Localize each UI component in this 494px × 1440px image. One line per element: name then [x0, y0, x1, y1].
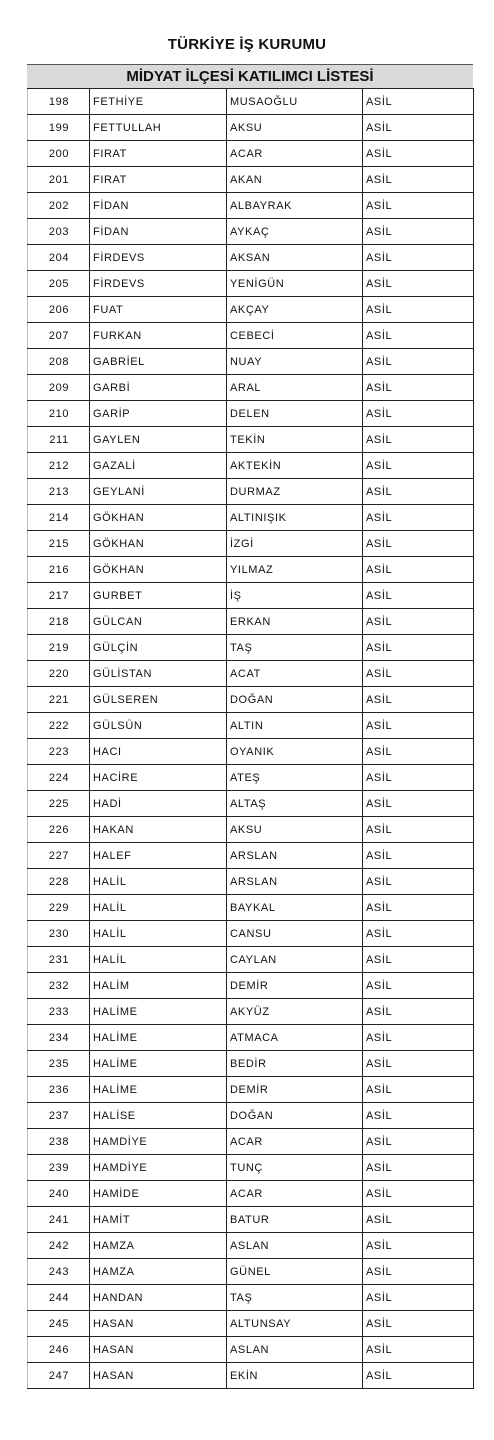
organization-title: TÜRKİYE İŞ KURUMU: [167, 36, 327, 53]
last-name-cell: ALTAŞ: [227, 791, 363, 817]
status-cell: ASİL: [363, 713, 474, 739]
first-name-cell: GAZALİ: [90, 453, 227, 479]
status-cell: ASİL: [363, 271, 474, 297]
first-name-cell: HALİME: [90, 1051, 227, 1077]
row-number-cell: 211: [28, 427, 90, 453]
row-number-cell: 227: [28, 843, 90, 869]
row-number-cell: 247: [28, 1363, 90, 1389]
status-cell: ASİL: [363, 1077, 474, 1103]
last-name-cell: ALTUNSAY: [227, 1311, 363, 1337]
table-row: [28, 843, 474, 869]
table-row: [28, 895, 474, 921]
row-number-cell: 244: [28, 1285, 90, 1311]
row-number-cell: 202: [28, 193, 90, 219]
row-number-cell: 233: [28, 999, 90, 1025]
last-name-cell: MUSAOĞLU: [227, 89, 363, 115]
last-name-cell: ACAT: [227, 661, 363, 687]
status-cell: ASİL: [363, 427, 474, 453]
status-cell: ASİL: [363, 245, 474, 271]
status-cell: ASİL: [363, 453, 474, 479]
status-cell: ASİL: [363, 1311, 474, 1337]
last-name-cell: ALTINIŞIK: [227, 505, 363, 531]
last-name-cell: AKSU: [227, 817, 363, 843]
table-row: [28, 817, 474, 843]
first-name-cell: HACI: [90, 739, 227, 765]
row-number-cell: 221: [28, 687, 90, 713]
status-cell: ASİL: [363, 167, 474, 193]
first-name-cell: GÜLÇİN: [90, 635, 227, 661]
status-cell: ASİL: [363, 531, 474, 557]
first-name-cell: HALİL: [90, 869, 227, 895]
first-name-cell: GÜLİSTAN: [90, 661, 227, 687]
table-row: [28, 193, 474, 219]
first-name-cell: GARİP: [90, 401, 227, 427]
table-row: [28, 609, 474, 635]
row-number-cell: 239: [28, 1155, 90, 1181]
status-cell: ASİL: [363, 219, 474, 245]
row-number-cell: 207: [28, 323, 90, 349]
last-name-cell: ALTIN: [227, 713, 363, 739]
last-name-cell: DEMİR: [227, 973, 363, 999]
participant-table: [27, 88, 474, 1389]
status-cell: ASİL: [363, 921, 474, 947]
first-name-cell: HACİRE: [90, 765, 227, 791]
last-name-cell: İZGİ: [227, 531, 363, 557]
table-row: [28, 1025, 474, 1051]
row-number-cell: 229: [28, 895, 90, 921]
status-cell: ASİL: [363, 635, 474, 661]
row-number-cell: 200: [28, 141, 90, 167]
table-row: [28, 349, 474, 375]
row-number-cell: 217: [28, 583, 90, 609]
status-cell: ASİL: [363, 947, 474, 973]
list-title-banner: MİDYAT İLÇESİ KATILIMCI LİSTESİ: [27, 64, 473, 88]
first-name-cell: GURBET: [90, 583, 227, 609]
table-row: [28, 999, 474, 1025]
table-row: [28, 1129, 474, 1155]
table-row: [28, 167, 474, 193]
last-name-cell: DEMİR: [227, 1077, 363, 1103]
table-row: [28, 219, 474, 245]
table-row: [28, 765, 474, 791]
first-name-cell: GÖKHAN: [90, 531, 227, 557]
first-name-cell: GÜLSÜN: [90, 713, 227, 739]
last-name-cell: BEDİR: [227, 1051, 363, 1077]
status-cell: ASİL: [363, 999, 474, 1025]
first-name-cell: FURKAN: [90, 323, 227, 349]
first-name-cell: GÖKHAN: [90, 505, 227, 531]
table-row: [28, 1103, 474, 1129]
table-row: [28, 869, 474, 895]
row-number-cell: 203: [28, 219, 90, 245]
table-row: [28, 1181, 474, 1207]
first-name-cell: GÜLCAN: [90, 609, 227, 635]
status-cell: ASİL: [363, 479, 474, 505]
first-name-cell: GARBİ: [90, 375, 227, 401]
table-row: [28, 401, 474, 427]
row-number-cell: 235: [28, 1051, 90, 1077]
row-number-cell: 228: [28, 869, 90, 895]
row-number-cell: 214: [28, 505, 90, 531]
table-row: [28, 921, 474, 947]
last-name-cell: ATEŞ: [227, 765, 363, 791]
first-name-cell: HAMDİYE: [90, 1155, 227, 1181]
first-name-cell: FİRDEVS: [90, 245, 227, 271]
last-name-cell: TUNÇ: [227, 1155, 363, 1181]
row-number-cell: 242: [28, 1233, 90, 1259]
status-cell: ASİL: [363, 1129, 474, 1155]
status-cell: ASİL: [363, 609, 474, 635]
table-row: [28, 505, 474, 531]
last-name-cell: BATUR: [227, 1207, 363, 1233]
status-cell: ASİL: [363, 401, 474, 427]
last-name-cell: ARSLAN: [227, 869, 363, 895]
last-name-cell: TAŞ: [227, 635, 363, 661]
table-row: [28, 557, 474, 583]
table-row: [28, 1207, 474, 1233]
status-cell: ASİL: [363, 869, 474, 895]
first-name-cell: GÜLSEREN: [90, 687, 227, 713]
last-name-cell: ASLAN: [227, 1233, 363, 1259]
status-cell: ASİL: [363, 193, 474, 219]
status-cell: ASİL: [363, 661, 474, 687]
row-number-cell: 234: [28, 1025, 90, 1051]
last-name-cell: ACAR: [227, 1129, 363, 1155]
status-cell: ASİL: [363, 817, 474, 843]
table-row: [28, 479, 474, 505]
last-name-cell: BAYKAL: [227, 895, 363, 921]
last-name-cell: ERKAN: [227, 609, 363, 635]
last-name-cell: AYKAÇ: [227, 219, 363, 245]
row-number-cell: 243: [28, 1259, 90, 1285]
status-cell: ASİL: [363, 375, 474, 401]
first-name-cell: GEYLANİ: [90, 479, 227, 505]
last-name-cell: AKYÜZ: [227, 999, 363, 1025]
row-number-cell: 237: [28, 1103, 90, 1129]
row-number-cell: 198: [28, 89, 90, 115]
table-row: [28, 791, 474, 817]
row-number-cell: 236: [28, 1077, 90, 1103]
last-name-cell: EKİN: [227, 1363, 363, 1389]
table-row: [28, 531, 474, 557]
status-cell: ASİL: [363, 505, 474, 531]
first-name-cell: FUAT: [90, 297, 227, 323]
row-number-cell: 222: [28, 713, 90, 739]
status-cell: ASİL: [363, 1051, 474, 1077]
first-name-cell: HASAN: [90, 1311, 227, 1337]
last-name-cell: AKÇAY: [227, 297, 363, 323]
last-name-cell: CAYLAN: [227, 947, 363, 973]
first-name-cell: HALİME: [90, 999, 227, 1025]
table-row: [28, 635, 474, 661]
table-row: [28, 739, 474, 765]
table-row: [28, 89, 474, 115]
last-name-cell: AKTEKİN: [227, 453, 363, 479]
status-cell: ASİL: [363, 791, 474, 817]
last-name-cell: ATMACA: [227, 1025, 363, 1051]
first-name-cell: GÖKHAN: [90, 557, 227, 583]
row-number-cell: 206: [28, 297, 90, 323]
table-row: [28, 453, 474, 479]
first-name-cell: HALİSE: [90, 1103, 227, 1129]
table-row: [28, 1233, 474, 1259]
row-number-cell: 201: [28, 167, 90, 193]
last-name-cell: ASLAN: [227, 1337, 363, 1363]
last-name-cell: OYANIK: [227, 739, 363, 765]
row-number-cell: 208: [28, 349, 90, 375]
table-row: [28, 271, 474, 297]
first-name-cell: HAMİDE: [90, 1181, 227, 1207]
status-cell: ASİL: [363, 115, 474, 141]
last-name-cell: DOĞAN: [227, 687, 363, 713]
table-row: [28, 1077, 474, 1103]
first-name-cell: FİRDEVS: [90, 271, 227, 297]
last-name-cell: AKAN: [227, 167, 363, 193]
status-cell: ASİL: [363, 1337, 474, 1363]
table-row: [28, 1259, 474, 1285]
first-name-cell: FİDAN: [90, 193, 227, 219]
status-cell: ASİL: [363, 1285, 474, 1311]
last-name-cell: GÜNEL: [227, 1259, 363, 1285]
first-name-cell: HALİL: [90, 921, 227, 947]
last-name-cell: TEKİN: [227, 427, 363, 453]
row-number-cell: 213: [28, 479, 90, 505]
status-cell: ASİL: [363, 1181, 474, 1207]
status-cell: ASİL: [363, 739, 474, 765]
last-name-cell: NUAY: [227, 349, 363, 375]
row-number-cell: 219: [28, 635, 90, 661]
table-row: [28, 1363, 474, 1389]
last-name-cell: YENİGÜN: [227, 271, 363, 297]
status-cell: ASİL: [363, 843, 474, 869]
status-cell: ASİL: [363, 557, 474, 583]
row-number-cell: 210: [28, 401, 90, 427]
table-row: [28, 323, 474, 349]
status-cell: ASİL: [363, 1155, 474, 1181]
last-name-cell: CANSU: [227, 921, 363, 947]
table-row: [28, 583, 474, 609]
table-row: [28, 245, 474, 271]
first-name-cell: HAMİT: [90, 1207, 227, 1233]
first-name-cell: FETTULLAH: [90, 115, 227, 141]
row-number-cell: 218: [28, 609, 90, 635]
first-name-cell: HAMDİYE: [90, 1129, 227, 1155]
first-name-cell: HAMZA: [90, 1259, 227, 1285]
first-name-cell: GAYLEN: [90, 427, 227, 453]
table-row: [28, 115, 474, 141]
table-row: [28, 297, 474, 323]
first-name-cell: HALİM: [90, 973, 227, 999]
row-number-cell: 240: [28, 1181, 90, 1207]
row-number-cell: 220: [28, 661, 90, 687]
row-number-cell: 216: [28, 557, 90, 583]
status-cell: ASİL: [363, 973, 474, 999]
status-cell: ASİL: [363, 89, 474, 115]
status-cell: ASİL: [363, 687, 474, 713]
last-name-cell: CEBECİ: [227, 323, 363, 349]
first-name-cell: FIRAT: [90, 141, 227, 167]
participant-table-body: [28, 89, 474, 1389]
row-number-cell: 212: [28, 453, 90, 479]
row-number-cell: 238: [28, 1129, 90, 1155]
row-number-cell: 204: [28, 245, 90, 271]
row-number-cell: 205: [28, 271, 90, 297]
last-name-cell: YILMAZ: [227, 557, 363, 583]
table-row: [28, 427, 474, 453]
row-number-cell: 209: [28, 375, 90, 401]
first-name-cell: HALİME: [90, 1077, 227, 1103]
status-cell: ASİL: [363, 1259, 474, 1285]
first-name-cell: HALİL: [90, 895, 227, 921]
row-number-cell: 245: [28, 1311, 90, 1337]
last-name-cell: DURMAZ: [227, 479, 363, 505]
table-row: [28, 141, 474, 167]
row-number-cell: 230: [28, 921, 90, 947]
first-name-cell: GABRİEL: [90, 349, 227, 375]
first-name-cell: HALEF: [90, 843, 227, 869]
table-row: [28, 1311, 474, 1337]
last-name-cell: AKSAN: [227, 245, 363, 271]
row-number-cell: 232: [28, 973, 90, 999]
table-row: [28, 973, 474, 999]
last-name-cell: ARAL: [227, 375, 363, 401]
last-name-cell: DOĞAN: [227, 1103, 363, 1129]
last-name-cell: TAŞ: [227, 1285, 363, 1311]
row-number-cell: 231: [28, 947, 90, 973]
first-name-cell: FIRAT: [90, 167, 227, 193]
row-number-cell: 241: [28, 1207, 90, 1233]
first-name-cell: FİDAN: [90, 219, 227, 245]
row-number-cell: 225: [28, 791, 90, 817]
table-row: [28, 1051, 474, 1077]
status-cell: ASİL: [363, 349, 474, 375]
last-name-cell: İŞ: [227, 583, 363, 609]
row-number-cell: 199: [28, 115, 90, 141]
row-number-cell: 215: [28, 531, 90, 557]
first-name-cell: HANDAN: [90, 1285, 227, 1311]
table-row: [28, 1337, 474, 1363]
status-cell: ASİL: [363, 1207, 474, 1233]
table-row: [28, 375, 474, 401]
last-name-cell: ACAR: [227, 141, 363, 167]
table-row: [28, 661, 474, 687]
table-row: [28, 687, 474, 713]
last-name-cell: ALBAYRAK: [227, 193, 363, 219]
table-row: [28, 1285, 474, 1311]
table-row: [28, 1155, 474, 1181]
first-name-cell: HASAN: [90, 1337, 227, 1363]
last-name-cell: DELEN: [227, 401, 363, 427]
first-name-cell: FETHİYE: [90, 89, 227, 115]
row-number-cell: 246: [28, 1337, 90, 1363]
row-number-cell: 223: [28, 739, 90, 765]
status-cell: ASİL: [363, 141, 474, 167]
status-cell: ASİL: [363, 895, 474, 921]
first-name-cell: HALİME: [90, 1025, 227, 1051]
status-cell: ASİL: [363, 323, 474, 349]
first-name-cell: HADİ: [90, 791, 227, 817]
last-name-cell: ARSLAN: [227, 843, 363, 869]
table-row: [28, 947, 474, 973]
first-name-cell: HASAN: [90, 1363, 227, 1389]
first-name-cell: HALİL: [90, 947, 227, 973]
last-name-cell: ACAR: [227, 1181, 363, 1207]
status-cell: ASİL: [363, 765, 474, 791]
status-cell: ASİL: [363, 1363, 474, 1389]
status-cell: ASİL: [363, 583, 474, 609]
status-cell: ASİL: [363, 1103, 474, 1129]
status-cell: ASİL: [363, 1233, 474, 1259]
table-row: [28, 713, 474, 739]
first-name-cell: HAKAN: [90, 817, 227, 843]
status-cell: ASİL: [363, 297, 474, 323]
row-number-cell: 226: [28, 817, 90, 843]
row-number-cell: 224: [28, 765, 90, 791]
status-cell: ASİL: [363, 1025, 474, 1051]
last-name-cell: AKSU: [227, 115, 363, 141]
first-name-cell: HAMZA: [90, 1233, 227, 1259]
